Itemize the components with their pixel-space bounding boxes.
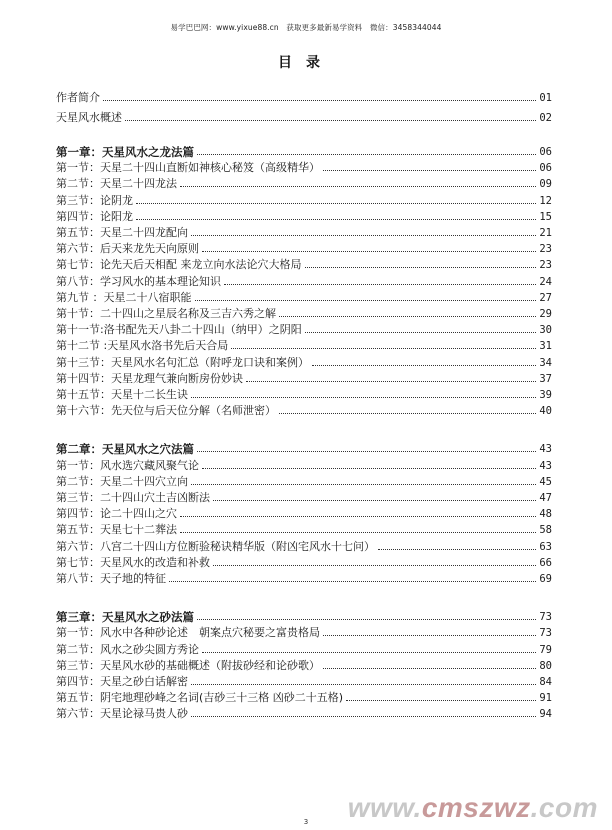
- page-title: 目录: [278, 55, 334, 71]
- toc-section[interactable]: [56, 473, 552, 489]
- dot-leader: [279, 413, 536, 414]
- toc-section-label: 第一节：天星二十四山直断如神核心秘笈（高级精华）: [56, 161, 320, 175]
- toc-section[interactable]: [56, 386, 552, 402]
- toc-chapter-page: 73: [539, 611, 552, 624]
- dot-leader: [191, 235, 536, 236]
- toc-section[interactable]: [56, 673, 552, 689]
- dot-leader: [224, 284, 536, 285]
- dot-leader: [195, 300, 537, 301]
- toc-section[interactable]: [56, 641, 552, 657]
- toc-section-page: 06: [539, 162, 552, 175]
- toc-intro-item-label: 天星风水概述: [56, 111, 122, 124]
- toc-section-page: 15: [539, 210, 552, 223]
- toc-section[interactable]: [56, 538, 552, 554]
- toc-section-label: 第八节：学习风水的基本理论知识: [56, 274, 221, 288]
- dot-leader: [136, 219, 536, 220]
- toc-section-page: 27: [539, 291, 552, 304]
- toc-section[interactable]: [56, 354, 552, 370]
- toc-section[interactable]: [56, 457, 552, 473]
- toc-section[interactable]: [56, 705, 552, 721]
- dot-leader: [197, 154, 536, 155]
- toc-section-label: 第五节：天星二十四龙配向: [56, 226, 188, 239]
- toc-chapter-label: 第一章：天星风水之龙法篇: [56, 145, 194, 159]
- toc-section-page: 23: [539, 259, 552, 272]
- dot-leader: [246, 381, 536, 382]
- toc-section-label: 第四节：论阳龙: [56, 209, 133, 223]
- toc-chapter-label: 第二章：天星风水之穴法篇: [56, 442, 194, 457]
- dot-leader: [136, 203, 536, 204]
- toc-section[interactable]: [56, 402, 552, 418]
- dot-leader: [169, 581, 536, 582]
- toc-section[interactable]: [56, 505, 552, 521]
- toc-section[interactable]: [56, 657, 552, 673]
- toc-chapter-page: 06: [539, 146, 552, 158]
- toc-chapter[interactable]: [56, 440, 552, 456]
- page-number: 3: [303, 818, 309, 826]
- toc-section-page: 12: [539, 194, 552, 207]
- toc-intro-item-page: 02: [539, 112, 552, 124]
- toc-section-label: 第十三节：天星风水名句汇总（附呼龙口诀和案例）: [56, 355, 309, 369]
- toc-section-page: 31: [539, 340, 552, 353]
- dot-leader: [323, 170, 536, 171]
- watermark: [348, 792, 598, 824]
- toc-section-page: 91: [539, 692, 552, 705]
- toc-section-label: 第八节：天子地的特征: [56, 572, 166, 585]
- toc-section-label: 第二节：天星二十四穴立向: [56, 474, 188, 488]
- toc-section[interactable]: [56, 305, 552, 321]
- toc-section-label: 第七节：论先天后天相配 来龙立向水法论穴大格局: [56, 258, 302, 272]
- toc-section-page: 66: [539, 556, 552, 569]
- toc-section[interactable]: [56, 224, 552, 240]
- dot-leader: [202, 251, 536, 252]
- toc-section-label: 第七节：天星风水的改造和补救: [56, 555, 210, 569]
- toc-section-label: 第二节：风水之砂尖圆方秀论: [56, 642, 199, 656]
- page-header: 易学巴巴网：www.yixue88.cn 获取更多最新易学资料 微信：3458344044: [170, 23, 442, 32]
- toc-section[interactable]: [56, 289, 552, 305]
- toc-section[interactable]: [56, 624, 552, 640]
- toc-section[interactable]: [56, 159, 552, 175]
- toc-section[interactable]: [56, 689, 552, 705]
- dot-leader: [323, 668, 536, 669]
- toc-section-page: 79: [539, 643, 552, 656]
- toc-section-page: 09: [539, 178, 552, 191]
- dot-leader: [312, 365, 536, 366]
- toc-section-label: 第六节：八宫二十四山方位断验秘诀精华版（附凶宅风水十七问）: [56, 539, 375, 553]
- toc-section-label: 第一节：风水中各种砂论述 朝案点穴秘要之富贵格局: [56, 626, 320, 640]
- toc-section-label: 第四节：论二十四山之穴: [56, 507, 177, 521]
- dot-leader: [125, 120, 536, 121]
- dot-leader: [103, 100, 536, 101]
- toc-section-label: 第九节 ：天星二十八宿职能: [56, 290, 192, 304]
- toc-section[interactable]: [56, 273, 552, 289]
- toc-section-label: 第十一节:洛书配先天八卦二十四山（纳甲）之阴阳: [56, 323, 302, 337]
- toc-section-page: 48: [539, 508, 552, 521]
- toc-section-page: 37: [539, 372, 552, 385]
- toc-section[interactable]: [56, 256, 552, 272]
- dot-leader: [191, 716, 536, 717]
- toc-intro-item[interactable]: [56, 89, 552, 105]
- toc-section-page: 84: [539, 676, 552, 688]
- toc-section-label: 第六节：天星论禄马贵人砂: [56, 707, 188, 721]
- dot-leader: [197, 619, 536, 620]
- toc-section-page: 39: [539, 389, 552, 401]
- toc-section[interactable]: [56, 208, 552, 224]
- toc-section-page: 58: [539, 524, 552, 537]
- toc-section[interactable]: [56, 570, 552, 586]
- toc-section-label: 第三节：论阴龙: [56, 193, 133, 207]
- dot-leader: [191, 397, 536, 398]
- toc-section-page: 80: [539, 659, 552, 672]
- dot-leader: [191, 484, 536, 485]
- toc-section-page: 21: [539, 227, 552, 239]
- toc-section-page: 69: [539, 573, 552, 585]
- dot-leader: [202, 652, 536, 653]
- dot-leader: [231, 348, 536, 349]
- watermark-suffix: .com: [530, 792, 598, 823]
- toc-section[interactable]: [56, 175, 552, 191]
- toc-section-page: 24: [539, 275, 552, 288]
- toc-section-label: 第十五节：天星十二长生诀: [56, 388, 188, 401]
- dot-leader: [180, 516, 536, 517]
- dot-leader: [197, 451, 536, 452]
- toc-section-label: 第十二节 :天星风水洛书先后天合局: [56, 339, 229, 353]
- toc-section-label: 第十四节：天星龙理气兼向断房份妙诀: [56, 371, 243, 385]
- toc-chapter-page: 43: [539, 443, 552, 456]
- dot-leader: [213, 565, 536, 566]
- dot-leader: [180, 186, 536, 187]
- toc-intro-item[interactable]: [56, 109, 552, 125]
- dot-leader: [378, 549, 536, 550]
- dot-leader: [202, 468, 536, 469]
- dot-leader: [213, 500, 536, 501]
- toc-section-page: 63: [539, 540, 552, 553]
- toc-section-label: 第三节：天星风水砂的基础概述（附拔砂经和论砂歌）: [56, 658, 320, 672]
- dot-leader: [305, 332, 537, 333]
- toc-section-page: 23: [539, 243, 552, 256]
- toc-section-page: 29: [539, 308, 552, 320]
- toc-section-page: 30: [539, 324, 552, 337]
- toc-section[interactable]: [56, 240, 552, 256]
- toc-section[interactable]: [56, 521, 552, 537]
- toc-section-page: 43: [539, 459, 552, 472]
- dot-leader: [279, 316, 536, 317]
- toc-section-label: 第四节：天星之砂白话解密: [56, 675, 188, 688]
- toc-section-label: 第三节：二十四山穴土吉凶断法: [56, 491, 210, 504]
- dot-leader: [305, 267, 537, 268]
- toc-section-label: 第一节：风水选穴藏风聚气论: [56, 458, 199, 472]
- toc-section[interactable]: [56, 370, 552, 386]
- dot-leader: [346, 700, 536, 701]
- dot-leader: [323, 635, 536, 636]
- toc-chapter-label: 第三章：天星风水之砂法篇: [56, 610, 194, 625]
- dot-leader: [191, 684, 536, 685]
- toc-section[interactable]: [56, 554, 552, 570]
- toc-chapter[interactable]: [56, 608, 552, 624]
- toc-intro-item-label: 作者简介: [56, 91, 100, 104]
- toc-section-page: 73: [539, 627, 552, 640]
- toc-section[interactable]: [56, 489, 552, 505]
- toc-intro-item-page: 01: [539, 92, 552, 104]
- dot-leader: [180, 532, 536, 533]
- toc-section-page: 34: [539, 356, 552, 369]
- toc-section-page: 45: [539, 475, 552, 488]
- toc-section-label: 第六节：后天来龙先天向原则: [56, 242, 199, 256]
- toc-section-label: 第二节：天星二十四龙法: [56, 177, 177, 191]
- toc-section-label: 第十节：二十四山之星辰名称及三吉六秀之解: [56, 307, 276, 320]
- toc-section-page: 47: [539, 492, 552, 504]
- toc-section[interactable]: [56, 321, 552, 337]
- watermark-mid: cmszwz: [421, 792, 531, 823]
- toc-section-label: 第五节：天星七十二葬法: [56, 523, 177, 537]
- toc-chapter[interactable]: [56, 143, 552, 159]
- toc-section[interactable]: [56, 337, 552, 353]
- watermark-prefix: www.: [347, 792, 422, 823]
- toc-section[interactable]: [56, 192, 552, 208]
- toc-section-page: 94: [539, 708, 552, 721]
- toc-section-page: 40: [539, 405, 552, 418]
- toc-section-label: 第十六节：先天位与后天位分解（名师泄密）: [56, 404, 276, 418]
- toc-section-label: 第五节：阴宅地理砂峰之名词(吉砂三十三格 凶砂二十五格): [56, 691, 344, 705]
